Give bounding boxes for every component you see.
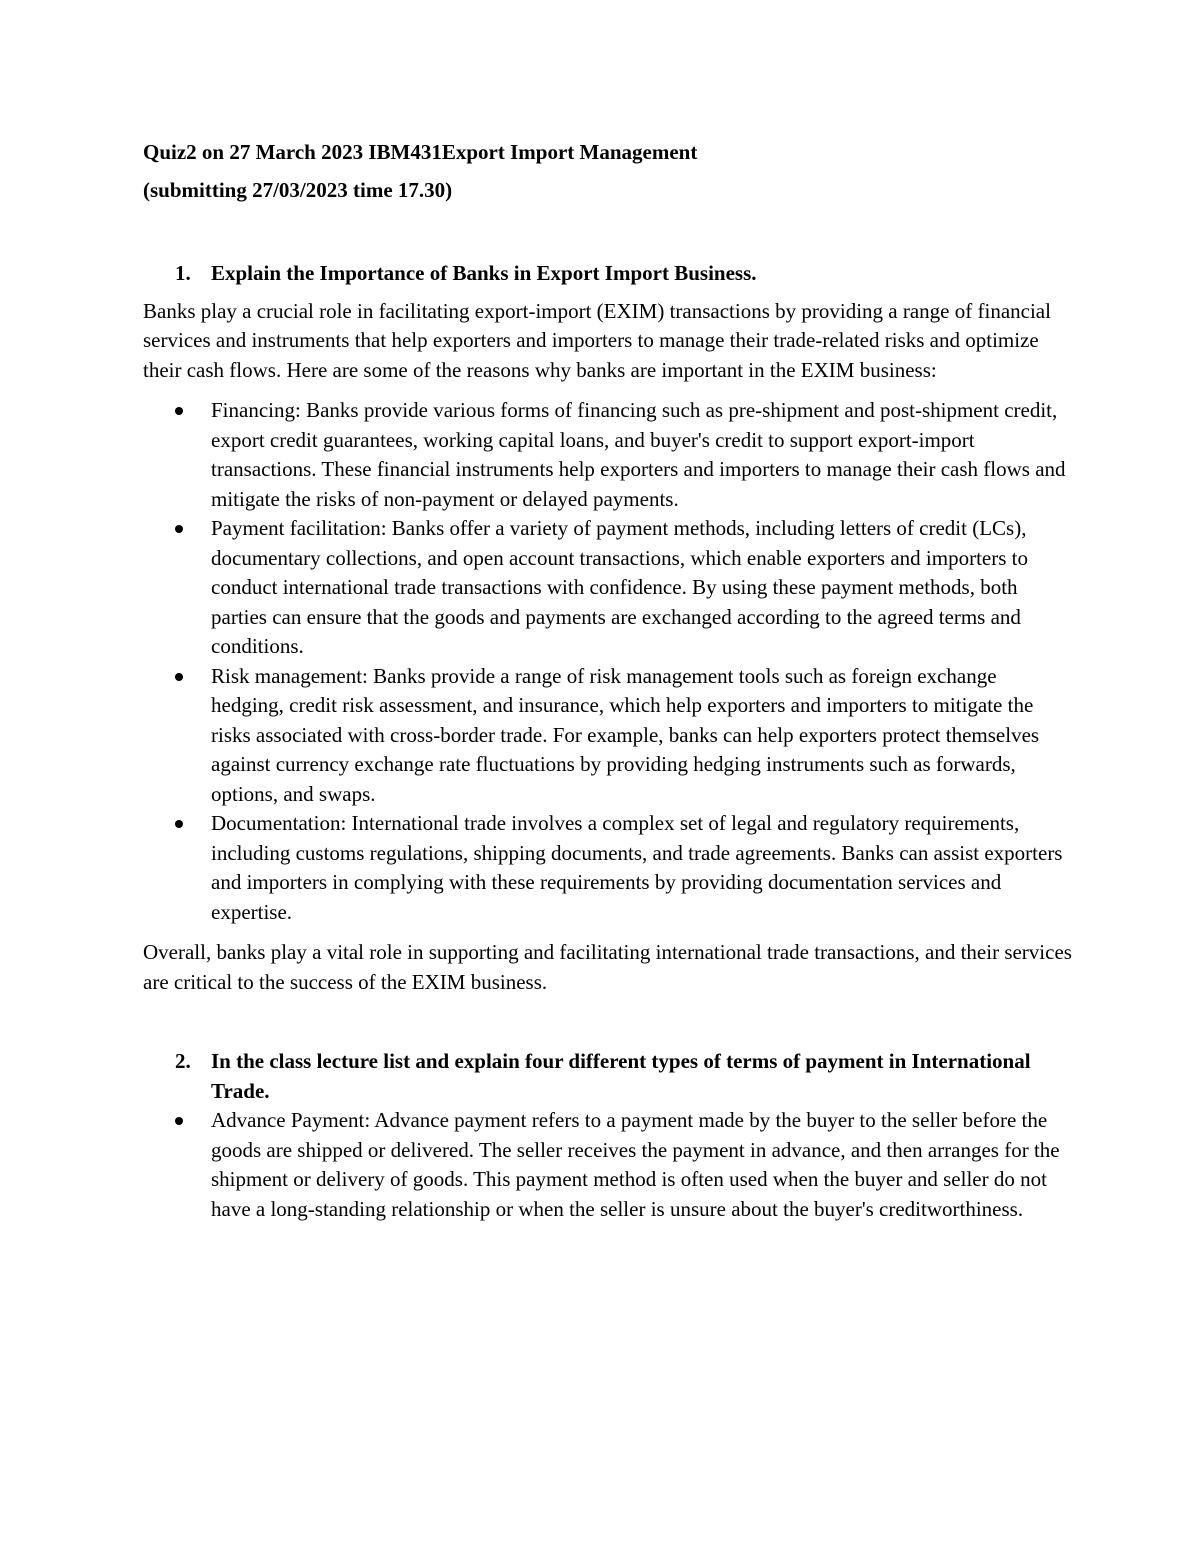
document-content bbox=[143, 138, 1073, 1235]
question-number: 2. bbox=[175, 1049, 191, 1073]
answer-bullet-list bbox=[143, 396, 1073, 927]
list-item-text: Advance Payment: Advance payment refers to a payment made by the buyer to the seller before the goods are shipped or delivered. The seller receives the payment in advance, and then arranges for the shipment or delivery of goods. This payment method is often used when the buyer and seller do not have a long-standing relationship or when the seller is unsure about the buyer's creditworthiness. bbox=[211, 1108, 1060, 1221]
answer-conclusion: Overall, banks play a vital role in supporting and facilitating international trade transactions, and their services are critical to the success of the EXIM business. bbox=[143, 940, 1072, 994]
bullet-icon bbox=[143, 662, 211, 810]
answer-intro: Banks play a crucial role in facilitating export-import (EXIM) transactions by providing a range of financial services and instruments that help exporters and importers to manage their trade-related risks and optimize their cash flows. Here are some of the reasons why banks are important in the EXIM business: bbox=[143, 298, 1051, 382]
question-2 bbox=[143, 1047, 1073, 1224]
question-heading bbox=[143, 259, 1073, 289]
answer-bullet-list bbox=[143, 1106, 1073, 1224]
question-number: 1. bbox=[175, 261, 191, 285]
question-heading bbox=[143, 1047, 1073, 1106]
question-1 bbox=[143, 259, 1073, 997]
list-item bbox=[143, 809, 1073, 927]
list-item bbox=[143, 662, 1073, 810]
list-item-text: Payment facilitation: Banks offer a variety of payment methods, including letters of credit (LCs), documentary collections, and open account transactions, which enable exporters and importers to conduct international trade transactions with confidence. By using these payment methods, both parties can ensure that the goods and payments are exchanged according to the agreed terms and conditions. bbox=[211, 516, 1028, 658]
list-item bbox=[143, 514, 1073, 662]
document-subtitle: (submitting 27/03/2023 time 17.30) bbox=[143, 177, 453, 202]
list-item bbox=[143, 1106, 1073, 1224]
question-text: In the class lecture list and explain four different types of terms of payment in International Trade. bbox=[211, 1049, 1031, 1103]
bullet-icon bbox=[143, 809, 211, 927]
list-item-text: Risk management: Banks provide a range of risk management tools such as foreign exchange hedging, credit risk assessment, and insurance, which help exporters and importers to mitigate the risks associated with cross-border trade. For example, banks can help exporters protect themselves against currency exchange rate fluctuations by providing hedging instruments such as forwards, options, and swaps. bbox=[211, 663, 1040, 806]
document-title: Quiz2 on 27 March 2023 IBM431Export Import Management bbox=[143, 140, 698, 164]
list-item-text: Financing: Banks provide various forms of financing such as pre-shipment and post-shipment credit, export credit guarantees, working capital loans, and buyer's credit to support export-import transactions. These financial instruments help exporters and importers to manage their cash flows and mitigate the risks of non-payment or delayed payments. bbox=[211, 398, 1066, 511]
question-text: Explain the Importance of Banks in Export Import Business. bbox=[211, 261, 757, 285]
bullet-icon bbox=[143, 396, 211, 514]
list-item bbox=[143, 396, 1073, 514]
bullet-icon bbox=[143, 514, 211, 662]
list-item-text: Documentation: International trade involves a complex set of legal and regulatory requirements, including customs regulations, shipping documents, and trade agreements. Banks can assist exporters and importers in complying with these requirements by providing documentation services and expertise. bbox=[211, 811, 1063, 924]
bullet-icon bbox=[143, 1106, 211, 1224]
